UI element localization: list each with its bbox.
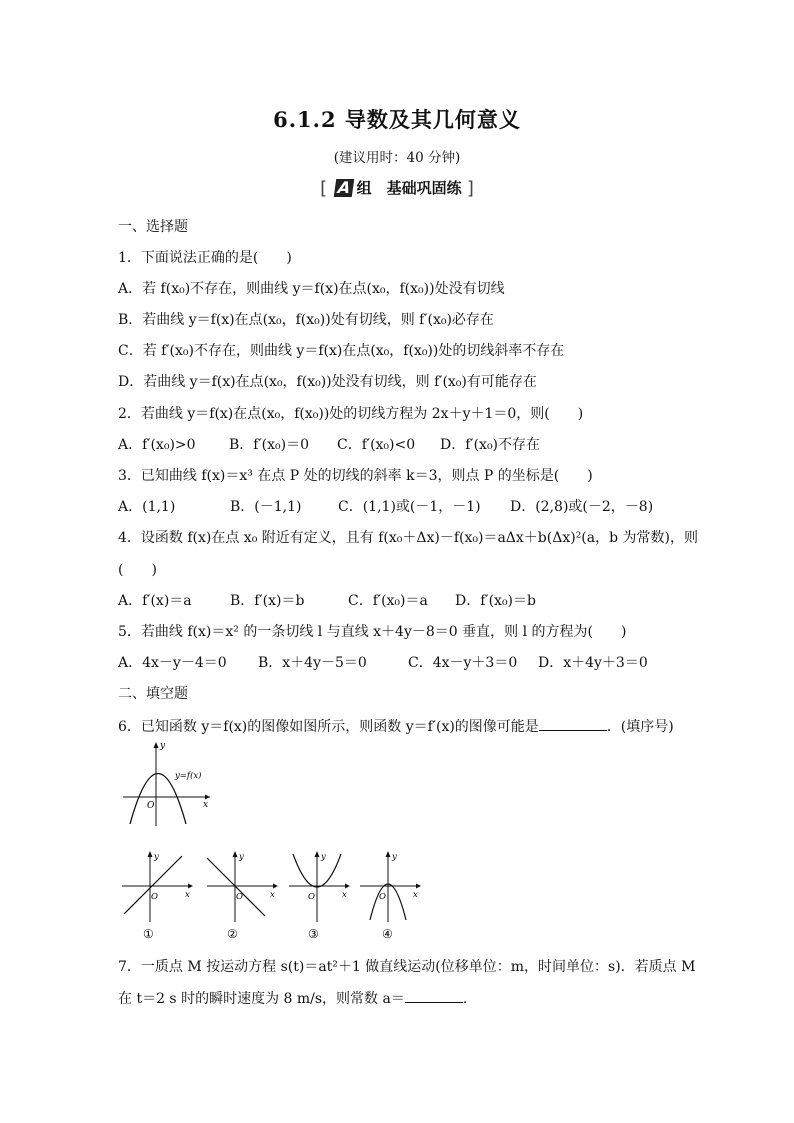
q6-option-graph-2 [203, 848, 281, 940]
q4-option-c: C．f′(x₀)＝a [348, 593, 428, 609]
q3-option-b: B．(－1,1) [230, 499, 302, 515]
q1-option-b: B．若曲线 y＝f(x)在点(x₀，f(x₀))处有切线，则 f′(x₀)必存在 [118, 312, 494, 328]
q6-stem-tail: ．(填序号) [606, 719, 674, 735]
section-heading-choice: 一、选择题 [118, 219, 188, 235]
group-label: 组 基础巩固练 [356, 179, 462, 197]
q3-option-c: C．(1,1)或(－1，－1) [338, 499, 481, 515]
q6-option-graph-4 [358, 848, 424, 940]
q6-option-label-2: ② [227, 927, 238, 940]
svg-text:O: O [308, 892, 315, 902]
svg-text:y: y [321, 852, 326, 862]
q4-option-a: A．f′(x)＝a [118, 593, 192, 609]
q4-option-d: D．f′(x₀)＝b [455, 593, 536, 609]
svg-text:O: O [379, 892, 386, 902]
q5-option-c: C．4x－y＋3＝0 [408, 655, 518, 671]
q6-axis-y-label: y [160, 741, 166, 751]
q3-option-d: D．(2,8)或(－2，－8) [510, 499, 654, 515]
group-banner [0, 177, 794, 199]
q4-stem-continued: ( ) [118, 562, 157, 578]
q5-stem: 5．若曲线 f(x)＝x² 的一条切线 l 与直线 x＋4y－8＝0 垂直，则 l 的方程为( ) [118, 624, 627, 640]
q6-answer-blank[interactable] [539, 716, 607, 731]
q3-stem: 3．已知曲线 f(x)＝x³ 在点 P 处的切线的斜率 k＝3，则点 P 的坐标是( ) [118, 468, 593, 484]
page-title: 6.1.2 导数及其几何意义 [273, 107, 521, 132]
q6-option-graph-3 [287, 848, 353, 940]
svg-text:x: x [185, 890, 190, 900]
q7-line-2-text: 在 t＝2 s 时的瞬时速度为 8 m/s，则常数 a＝ [118, 991, 405, 1007]
q7-line-2 [118, 988, 678, 1009]
q6-stem [118, 716, 678, 737]
q6-axis-x-label: x [203, 800, 209, 810]
section-heading-fill: 二、填空题 [118, 686, 188, 702]
q7-answer-blank[interactable] [405, 988, 463, 1003]
q2-option-a: A．f′(x₀)>0 [118, 437, 196, 453]
q3-option-a: A．(1,1) [118, 499, 176, 515]
svg-text:y: y [154, 852, 159, 862]
q1-stem: 1．下面说法正确的是( ) [118, 250, 292, 266]
q2-options [118, 435, 540, 455]
q6-option-graph-1 [118, 848, 196, 940]
q6-option-label-4: ④ [382, 927, 393, 940]
q5-option-b: B．x＋4y－5＝0 [258, 655, 367, 671]
left-bracket-icon: [ [320, 178, 328, 199]
q2-option-d: D．f′(x₀)不存在 [440, 437, 541, 453]
svg-text:O: O [151, 892, 158, 902]
q3-options [118, 497, 653, 517]
q6-option-label-1: ① [143, 927, 154, 940]
svg-text:O: O [236, 892, 243, 902]
q1-option-c: C．若 f′(x₀)不存在，则曲线 y＝f(x)在点(x₀，f(x₀))处的切线斜率不存在 [118, 343, 565, 359]
q6-stem-text: 6．已知函数 y＝f(x)的图像如图所示，则函数 y＝f′(x)的图像可能是 [118, 719, 539, 735]
q1-option-a: A．若 f(x₀)不存在，则曲线 y＝f(x)在点(x₀，f(x₀))处没有切线 [118, 281, 505, 297]
q2-option-b: B．f′(x₀)＝0 [229, 437, 309, 453]
q2-stem: 2．若曲线 y＝f(x)在点(x₀，f(x₀))处的切线方程为 2x＋y＋1＝0，则( ) [118, 406, 584, 422]
right-bracket-icon: ] [466, 178, 474, 199]
q1-option-d: D．若曲线 y＝f(x)在点(x₀，f(x₀))处没有切线，则 f′(x₀)有可能存在 [118, 374, 537, 390]
q5-options [118, 653, 648, 673]
q4-option-b: B．f′(x)＝b [230, 593, 305, 609]
q6-option-label-3: ③ [308, 927, 319, 940]
q4-options [118, 591, 536, 611]
q5-option-a: A．4x－y－4＝0 [118, 655, 227, 671]
q7-line-1: 7．一质点 M 按运动方程 s(t)＝at²＋1 做直线运动(位移单位：m，时间单位：s)．若质点 M [118, 959, 696, 975]
svg-text:x: x [270, 890, 275, 900]
svg-text:y: y [392, 852, 397, 862]
q6-curve-label: y=f(x) [175, 771, 202, 781]
q4-stem: 4．设函数 f(x)在点 x₀ 附近有定义，且有 f(x₀＋Δx)－f(x₀)＝aΔx＋b(Δx)²(a，b 为常数)，则 [118, 530, 698, 546]
svg-text:y: y [239, 852, 244, 862]
q5-option-d: D．x＋4y＋3＝0 [538, 655, 648, 671]
svg-text:x: x [413, 890, 418, 900]
q6-origin-label: O [147, 801, 155, 811]
q6-main-graph [118, 738, 218, 830]
suggested-time: (建议用时：40 分钟) [333, 150, 461, 166]
q7-line-2-tail: . [462, 991, 468, 1007]
svg-text:x: x [342, 890, 347, 900]
group-letter-badge: A [334, 179, 355, 197]
q2-option-c: C．f′(x₀)<0 [337, 437, 416, 453]
